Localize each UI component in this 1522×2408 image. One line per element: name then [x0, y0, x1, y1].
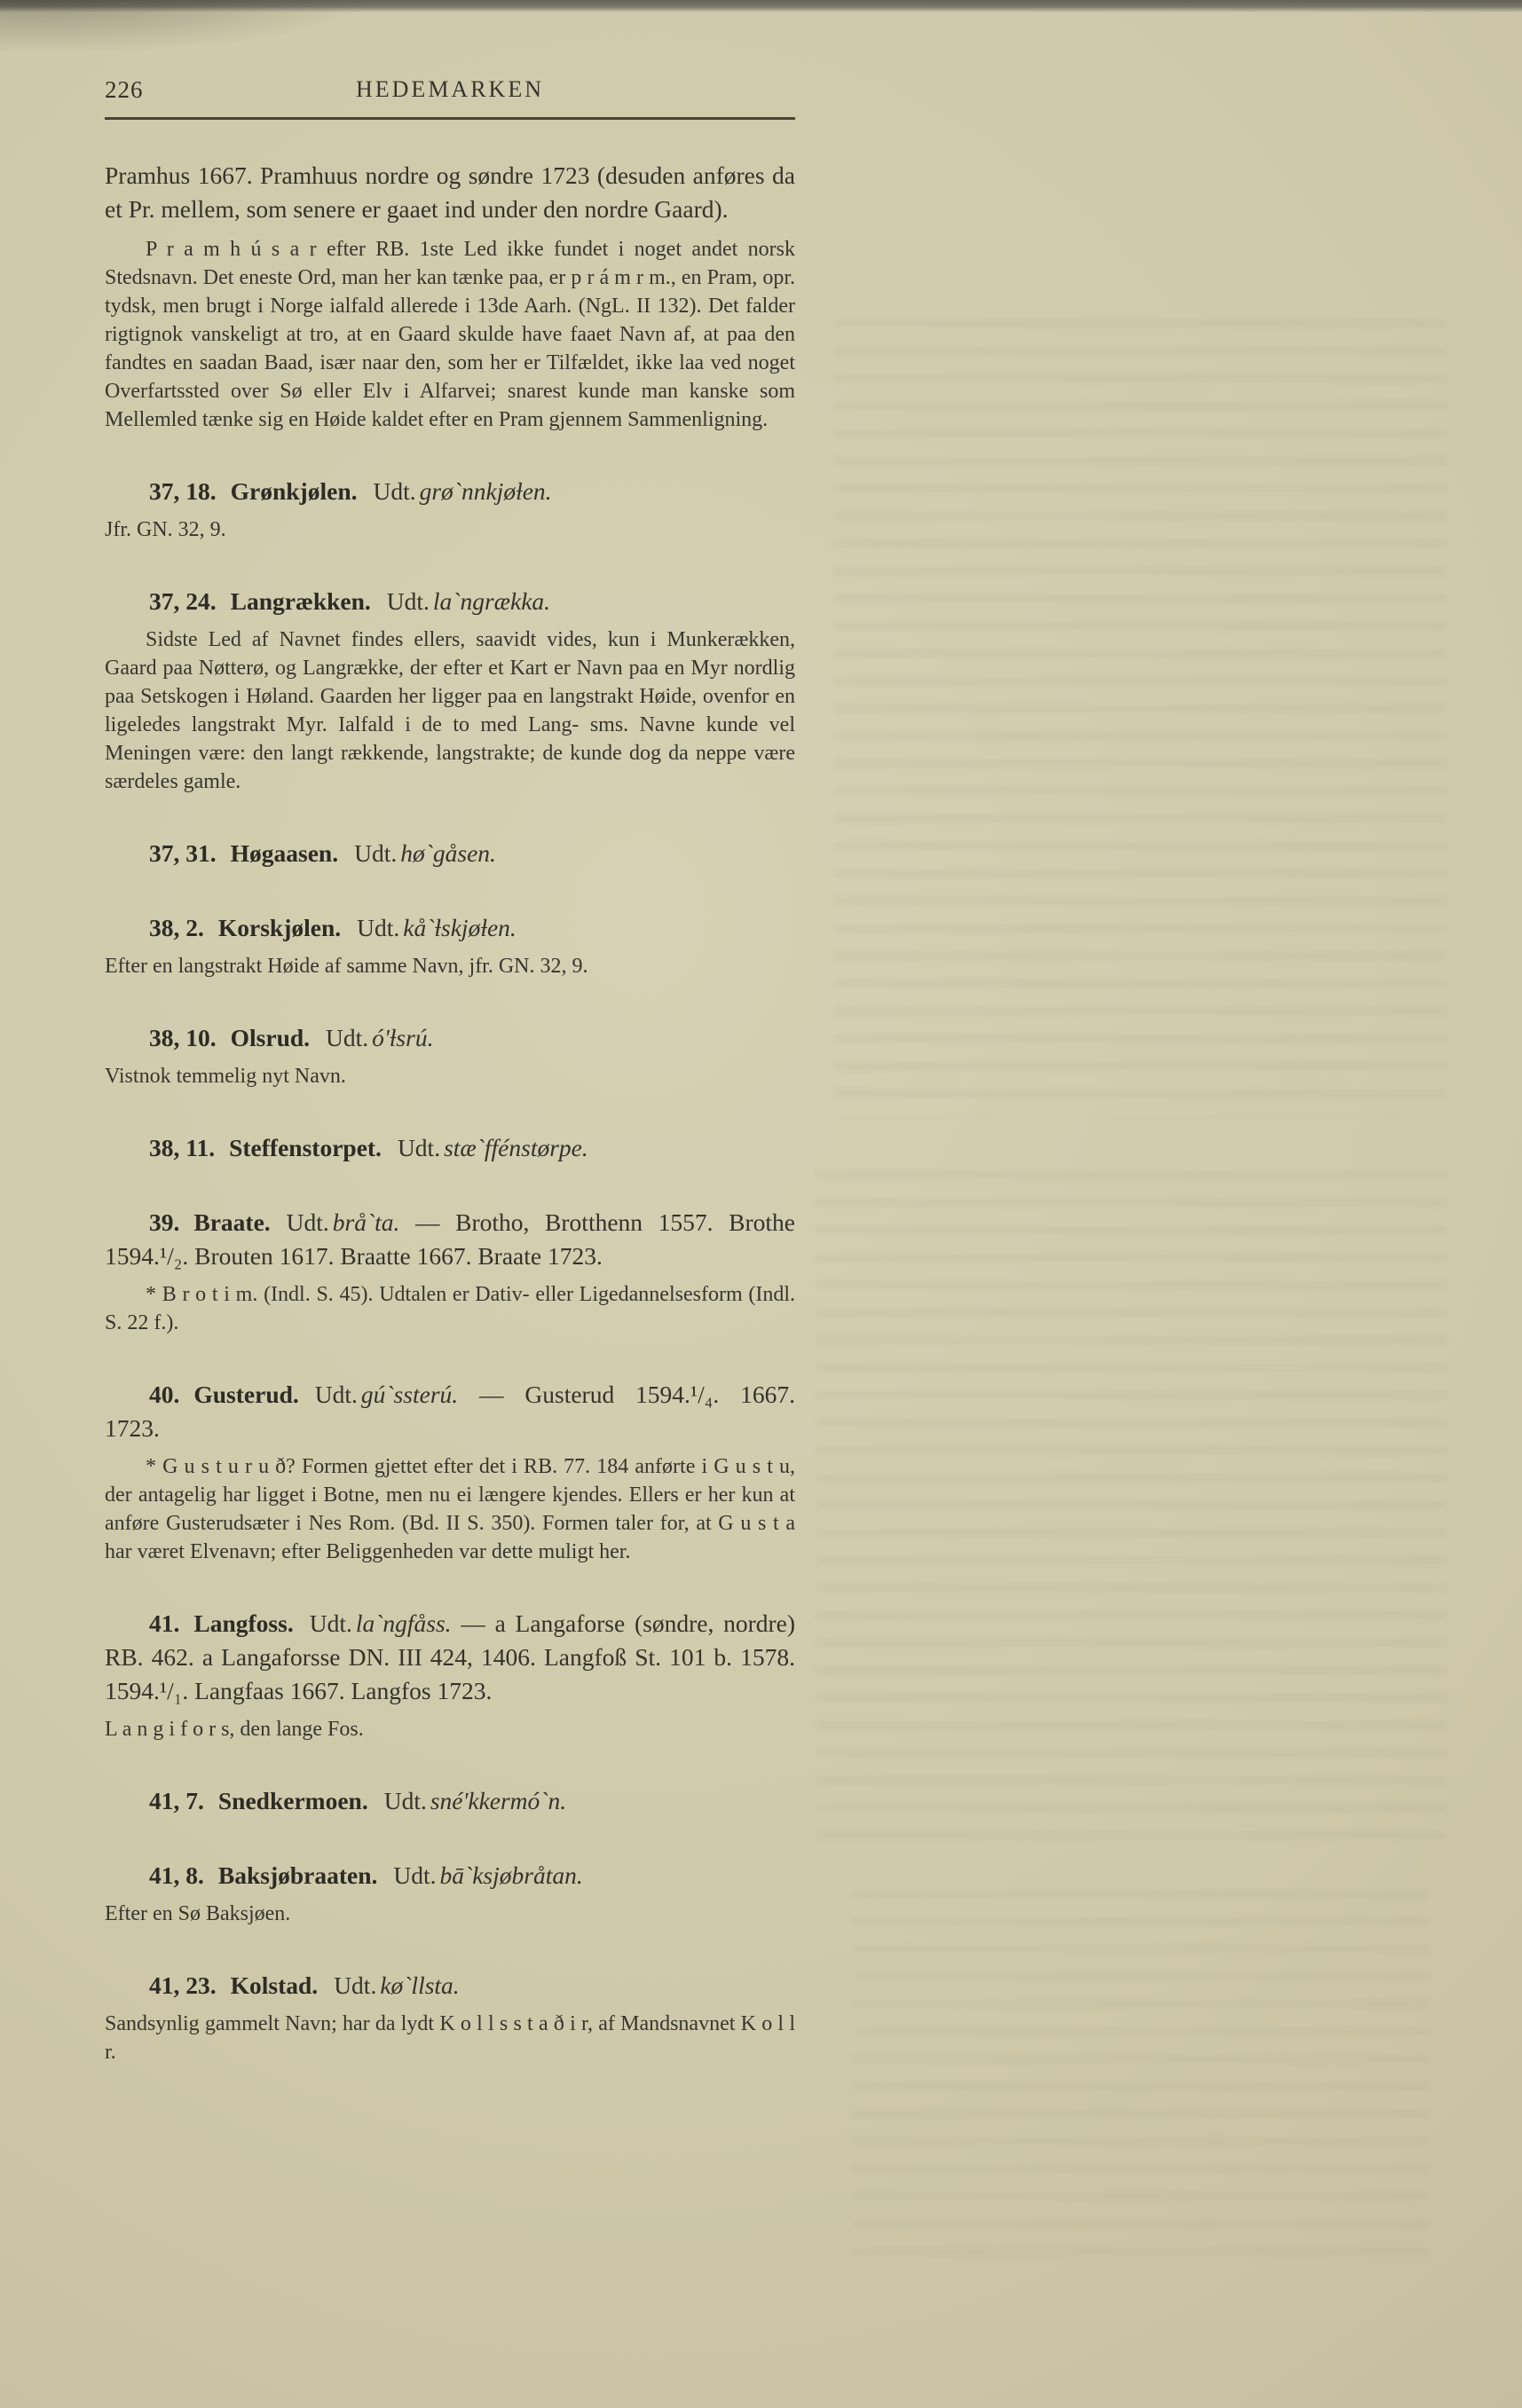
verso-bleedthrough: [852, 1890, 1429, 2271]
entry-name: Langfoss.: [193, 1609, 294, 1637]
page-content: [105, 76, 795, 2066]
entry-number: 41.: [149, 1609, 180, 1637]
entry-number: 38, 2.: [149, 914, 204, 941]
entry-number: 41, 23.: [149, 1971, 217, 1999]
page-header: [105, 76, 795, 108]
entry-name: Langrækken.: [230, 587, 371, 615]
entry-name: Baksjøbraaten.: [217, 1861, 378, 1889]
entry-name: Gusterud.: [193, 1381, 299, 1408]
entry-pronunciation: la`ngrækka.: [432, 587, 551, 615]
entry-name: Kolstad.: [230, 1971, 319, 1999]
entry-historic-forms: — Gusterud 1594.¹/₄. 1667. 1723.: [105, 1381, 795, 1442]
udt-label: Udt.: [334, 1971, 377, 1999]
entry-name: Steffenstorpet.: [229, 1134, 382, 1161]
verso-bleedthrough: [816, 1171, 1447, 1845]
entry-baksjobraaten: [105, 1859, 795, 1893]
entry-kolstad: [105, 1969, 795, 2003]
udt-label: Udt.: [397, 1134, 441, 1161]
note-gusturud: * G u s t u r u ð? Formen gjettet efter det i RB. 77. 184 anførte i G u s t u, der antagelig har ligget i Botne, men nu ei længere kjendes. Ellers er her kun at anføre Gusterudsæter i Nes Rom. (Bd. II S. 350). Formen taler for, at G u s t a har været Elvenavn; efter Beliggenheden var dette muligt her.: [105, 1455, 795, 1563]
note-baksjoen: Efter en Sø Baksjøen.: [105, 1902, 291, 1925]
entry-snedkermoen: [105, 1784, 795, 1818]
entry-langraekken: [105, 585, 795, 618]
udt-label: Udt.: [314, 1381, 358, 1408]
udt-label: Udt.: [286, 1208, 329, 1236]
udt-label: Udt.: [326, 1024, 369, 1051]
note-korskjolen: Efter en langstrakt Høide af samme Navn, jfr. GN. 32, 9.: [105, 955, 588, 978]
entry-number: 38, 11.: [149, 1134, 216, 1161]
entry-name: Braate.: [193, 1208, 271, 1236]
entry-number: 41, 7.: [149, 1787, 204, 1814]
entry-pronunciation: kå`ƚskjøƚen.: [403, 914, 517, 941]
entry-pronunciation: kø`llsta.: [380, 1971, 460, 1999]
udt-label: Udt.: [383, 1787, 427, 1814]
entry-number: 38, 10.: [149, 1024, 217, 1051]
entry-name: Snedkermoen.: [217, 1787, 368, 1814]
entry-hogaasen: [105, 837, 795, 870]
entry-pronunciation: brå`ta.: [332, 1208, 400, 1236]
entry-pronunciation: bā`ksjøbråtan.: [439, 1861, 583, 1889]
note-pramhusar: P r a m h ú s a r efter RB. 1ste Led ikke fundet i noget andet norsk Stedsnavn. Det eneste Ord, man her kan tænke paa, er p r á m r m., en Pram, opr. tydsk, men brugt i Norge ialfald allerede i 13de Aarh. (NgL. II 132). Det falder rigtignok vanskeligt at tro, at en Gaard skulde have faaet Navn af, at paa den fandtes en saadan Baad, især naar den, som her er Tilfældet, ikke laa ved noget Overfartssted over Sø eller Elv i Alfarvei; snarest kunde man kanske som Mellemled tænke sig en Høide kaldet efter en Pram gjennem Sammenligning.: [105, 238, 795, 431]
entry-number: 41, 8.: [149, 1861, 204, 1889]
note-olsrud: Vistnok temmelig nyt Navn.: [105, 1065, 346, 1088]
note-langraekken: Sidste Led af Navnet findes ellers, saavidt vides, kun i Munkerækken, Gaard paa Nøtterø, og Langrække, der efter et Kart er Navn paa en Myr nordlig paa Setskogen i Høland. Gaarden her ligger paa en langstrakt Høide, ovenfor en ligeledes langstrakt Myr. Ialfald i de to med Lang- sms. Navne kunde vel Meningen være: den langt rækkende, langstrakte; de kunde dog da neppe være særdeles gamle.: [105, 628, 795, 793]
entry-pronunciation: ó'ƚsrú.: [372, 1024, 434, 1051]
entry-historic-forms: — Brotho, Brotthenn 1557. Brothe 1594.¹/₂. Brouten 1617. Braatte 1667. Braate 1723.: [105, 1208, 795, 1270]
entry-gronkjolen: [105, 475, 795, 508]
entry-name: Grønkjølen.: [230, 477, 358, 505]
entry-number: 37, 24.: [149, 587, 217, 615]
udt-label: Udt.: [373, 477, 416, 505]
udt-label: Udt.: [309, 1609, 352, 1637]
scan-shadow: [0, 0, 373, 53]
note-kolstad: Sandsynlig gammelt Navn; har da lydt K o l l s s t a ð i r, af Mandsnavnet K o l l r.: [105, 2012, 795, 2064]
entry-name: Høgaasen.: [230, 839, 339, 867]
note-broti: * B r o t i m. (Indl. S. 45). Udtalen er Dativ- eller Ligedannelsesform (Indl. S. 22 f.).: [105, 1283, 795, 1334]
entry-pronunciation: grø`nnkjøƚen.: [419, 477, 552, 505]
intro-paragraph: Pramhus 1667. Pramhuus nordre og søndre 1723 (desuden anføres da et Pr. mellem, som senere er gaaet ind under den nordre Gaard).: [105, 161, 795, 223]
entry-pronunciation: la`ngfåss.: [355, 1609, 452, 1637]
entry-langfoss: [105, 1607, 795, 1708]
udt-label: Udt.: [393, 1861, 437, 1889]
entry-steffenstorpet: [105, 1131, 795, 1165]
entry-pronunciation: stæ`ffénstørpe.: [444, 1134, 588, 1161]
udt-label: Udt.: [386, 587, 430, 615]
entry-historic-forms: — a Langaforse (søndre, nordre) RB. 462. a Langaforsse DN. III 424, 1406. Langfoß St. 101 b. 1578. 1594.¹/₁. Langfaas 1667. Langfos 1723.: [105, 1609, 796, 1704]
header-rule: [105, 117, 795, 120]
page-number: 226: [105, 76, 144, 103]
entry-pronunciation: hø`gåsen.: [400, 839, 496, 867]
entry-number: 39.: [149, 1208, 180, 1236]
entry-name: Olsrud.: [230, 1024, 311, 1051]
entry-pronunciation: gú`ssterú.: [360, 1381, 459, 1408]
note-langifors: L a n g i f o r s, den lange Fos.: [105, 1718, 364, 1741]
udt-label: Udt.: [357, 914, 400, 941]
entry-gusterud: [105, 1378, 795, 1445]
entry-number: 37, 31.: [149, 839, 217, 867]
entry-number: 37, 18.: [149, 477, 217, 505]
entry-olsrud: [105, 1021, 795, 1055]
verso-bleedthrough: [834, 319, 1447, 1118]
running-title: HEDEMARKEN: [356, 76, 544, 102]
note-jfr: Jfr. GN. 32, 9.: [105, 518, 226, 541]
entry-braate: [105, 1206, 795, 1273]
udt-label: Udt.: [354, 839, 398, 867]
entry-pronunciation: sné'kkermó`n.: [430, 1787, 567, 1814]
entry-name: Korskjølen.: [217, 914, 342, 941]
entry-korskjolen: [105, 911, 795, 945]
entry-number: 40.: [149, 1381, 180, 1408]
body-text: [105, 159, 795, 2066]
